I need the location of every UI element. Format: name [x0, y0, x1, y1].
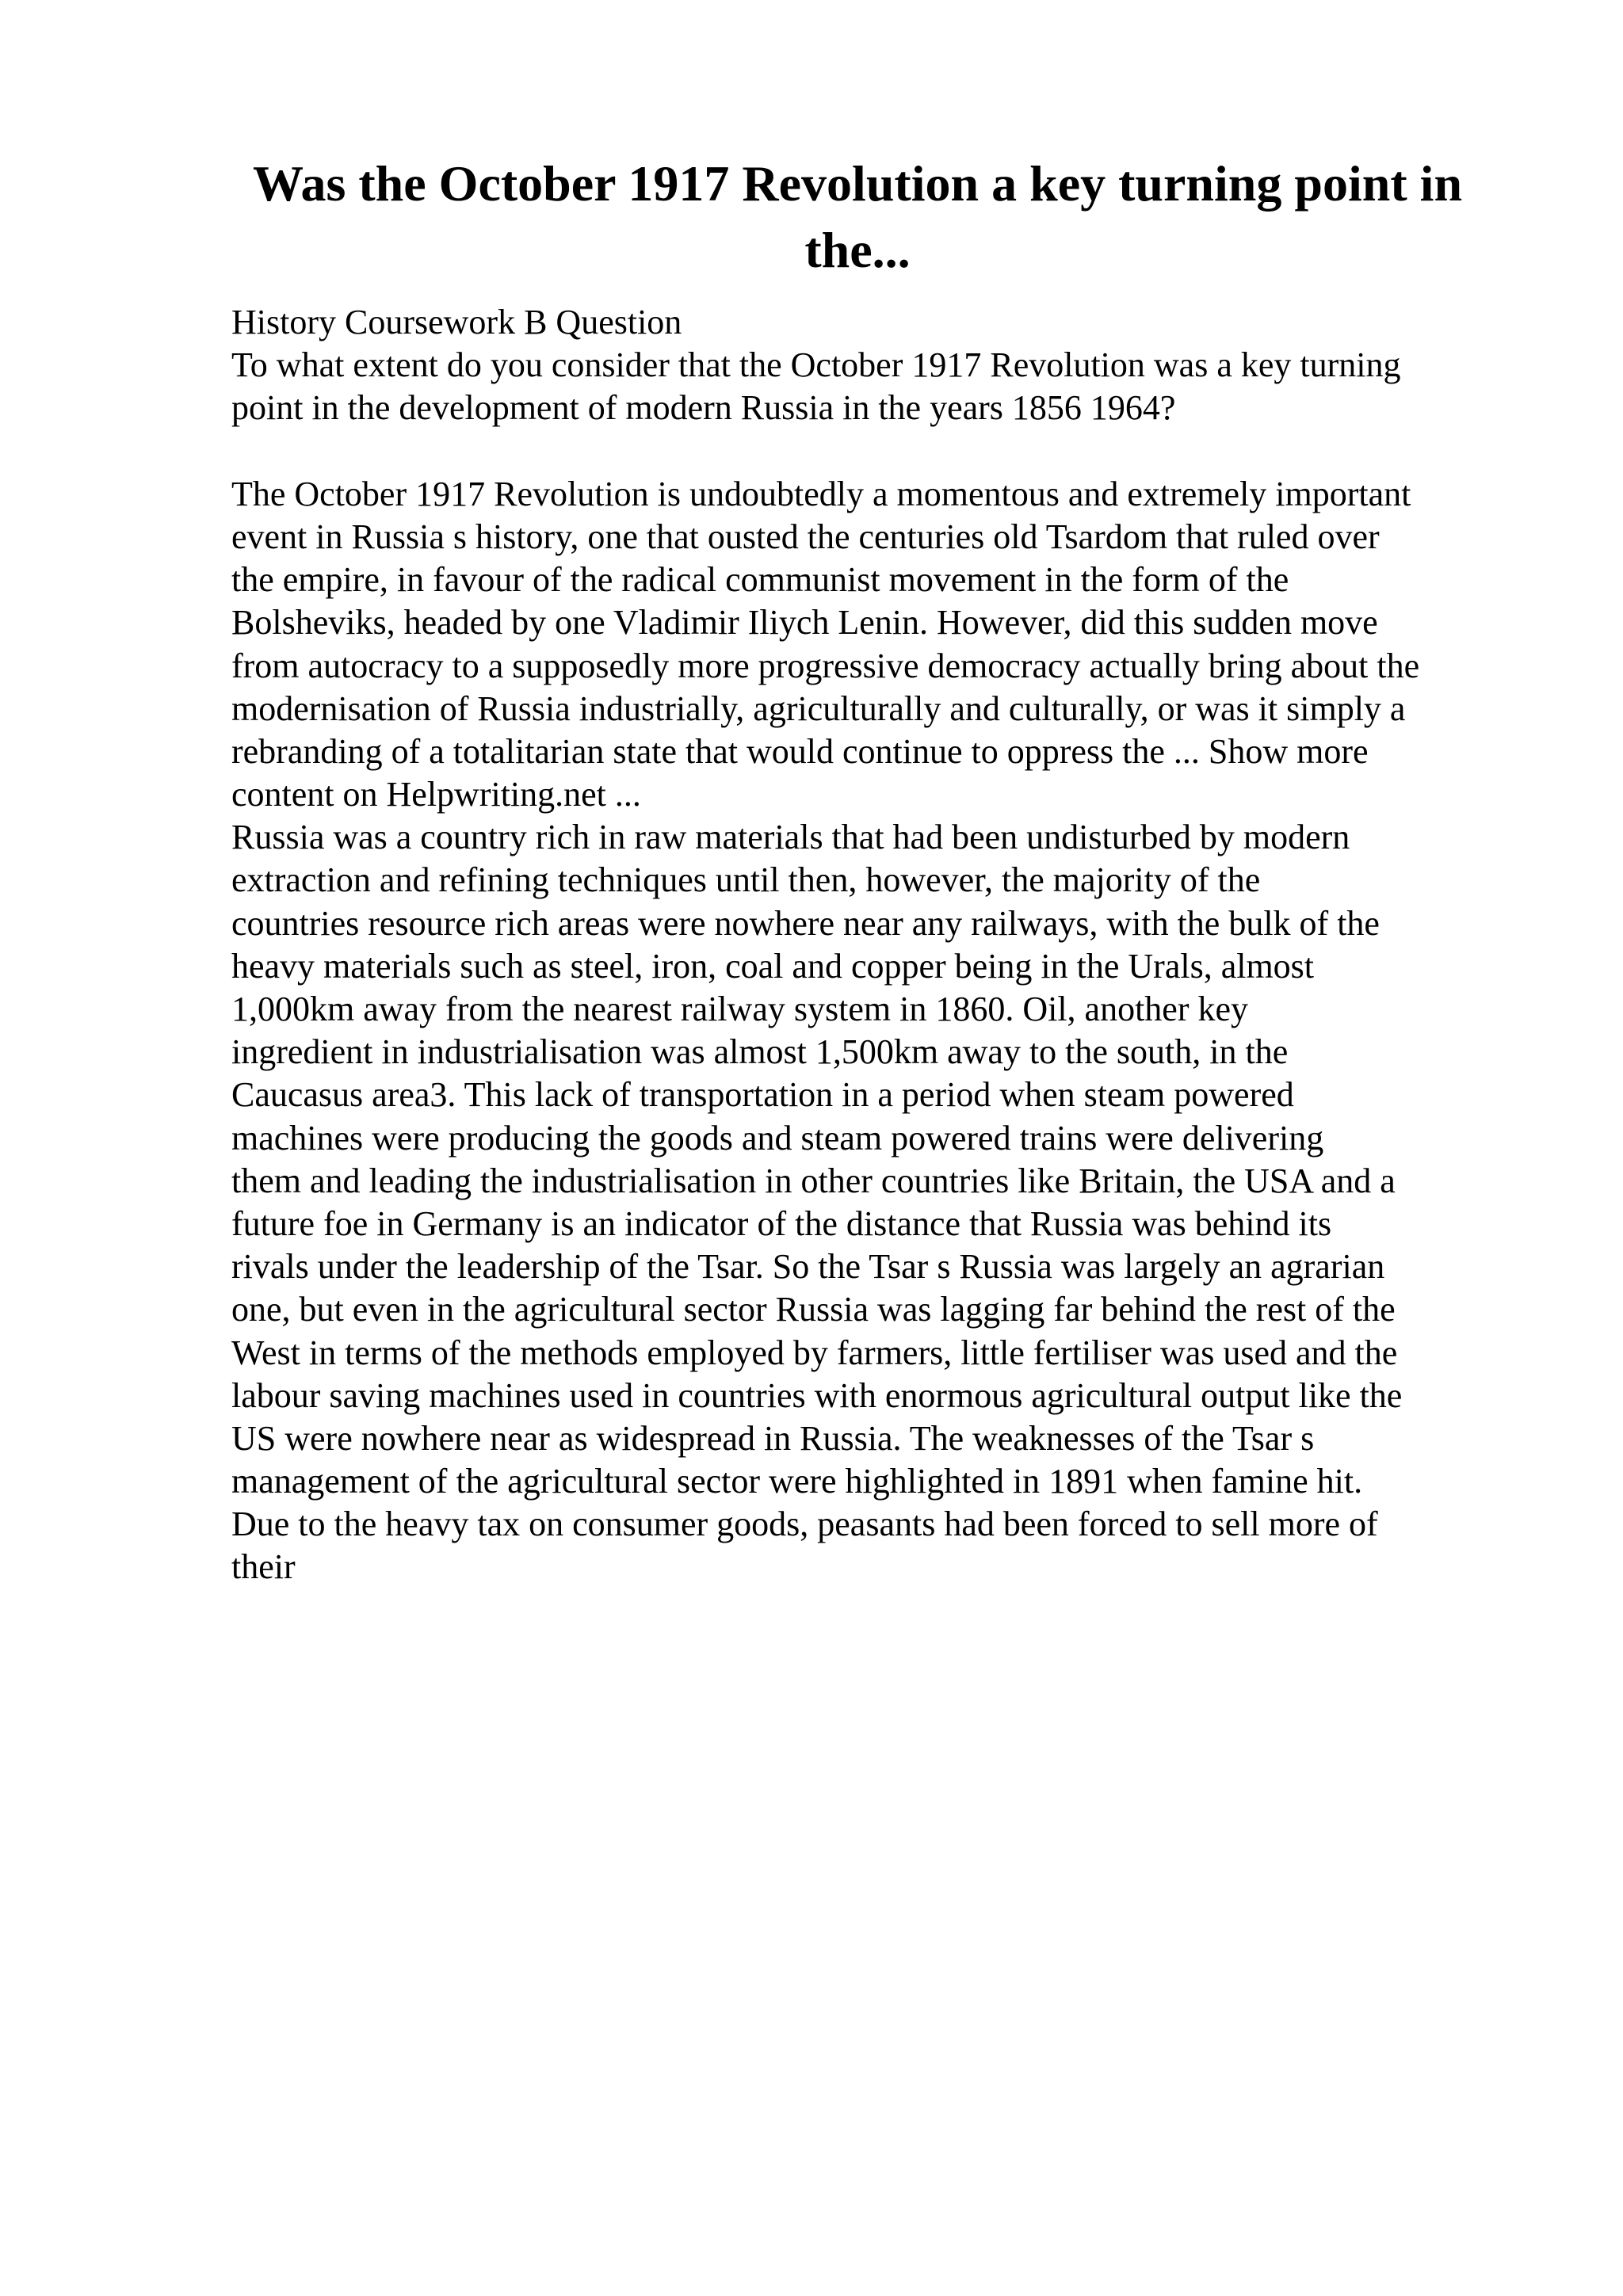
paragraph-line: modernisation of Russia industrially, agriculturally and culturally, or was it simply a	[231, 688, 1406, 728]
paragraph-line: rivals under the leadership of the Tsar. So the Tsar s Russia was largely an agrarian	[231, 1247, 1385, 1287]
paragraph-line: rebranding of a totalitarian state that would continue to oppress the ... Show more	[231, 731, 1369, 771]
paragraph-line: Caucasus area3. This lack of transportation in a period when steam powered	[231, 1075, 1294, 1115]
paragraph-line: one, but even in the agricultural sector Russia was lagging far behind the rest of the	[231, 1290, 1396, 1329]
paragraph-line: ingredient in industrialisation was almost 1,500km away to the south, in the	[231, 1032, 1289, 1072]
question-line: point in the development of modern Russia in the years 1856 1964?	[231, 388, 1176, 428]
paragraph-line: countries resource rich areas were nowhere near any railways, with the bulk of the	[231, 903, 1380, 943]
coursework-heading: History Coursework B Question	[231, 303, 682, 341]
paragraph-2	[231, 816, 1531, 1589]
paragraph-line: their	[231, 1547, 296, 1587]
paragraph-line: Bolsheviks, headed by one Vladimir Iliych Lenin. However, did this sudden move	[231, 603, 1378, 643]
paragraph-line: 1,000km away from the nearest railway system in 1860. Oil, another key	[231, 990, 1249, 1028]
document-body	[231, 301, 1531, 1589]
paragraph-line: Russia was a country rich in raw materials that had been undisturbed by modern	[231, 818, 1350, 857]
document-title: Was the October 1917 Revolution a key turning point in the...	[252, 155, 1463, 278]
paragraph-1	[231, 473, 1531, 817]
paragraph-line: management of the agricultural sector were highlighted in 1891 when famine hit.	[231, 1462, 1363, 1501]
paragraph-line: them and leading the industrialisation in other countries like Britain, the USA and a	[231, 1161, 1396, 1200]
paragraph-line: future foe in Germany is an indicator of the distance that Russia was behind its	[231, 1203, 1332, 1243]
paragraph-line: extraction and refining techniques until then, however, the majority of the	[231, 860, 1261, 900]
paragraph-line: West in terms of the methods employed by farmers, little fertiliser was used and the	[231, 1333, 1398, 1372]
paragraph-spacer	[231, 430, 1531, 473]
paragraph-line: labour saving machines used in countries with enormous agricultural output like the	[231, 1375, 1403, 1415]
question-text	[231, 344, 1531, 429]
paragraph-line: Due to the heavy tax on consumer goods, peasants had been forced to sell more of	[231, 1505, 1378, 1544]
paragraph-line: US were nowhere near as widespread in Russia. The weaknesses of the Tsar s	[231, 1418, 1315, 1458]
paragraph-line: heavy materials such as steel, iron, coal and copper being in the Urals, almost	[231, 946, 1315, 986]
paragraph-line: content on Helpwriting.net ...	[231, 775, 641, 814]
paragraph-line: the empire, in favour of the radical communist movement in the form of the	[231, 560, 1289, 600]
paragraph-line: event in Russia s history, one that ousted the centuries old Tsardom that ruled over	[231, 517, 1380, 556]
paragraph-line: machines were producing the goods and steam powered trains were delivering	[231, 1118, 1324, 1158]
paragraph-line: The October 1917 Revolution is undoubtedly a momentous and extremely important	[231, 474, 1411, 513]
question-line: To what extent do you consider that the October 1917 Revolution was a key turning	[231, 345, 1401, 385]
paragraph-line: from autocracy to a supposedly more progressive democracy actually bring about the	[231, 646, 1420, 685]
